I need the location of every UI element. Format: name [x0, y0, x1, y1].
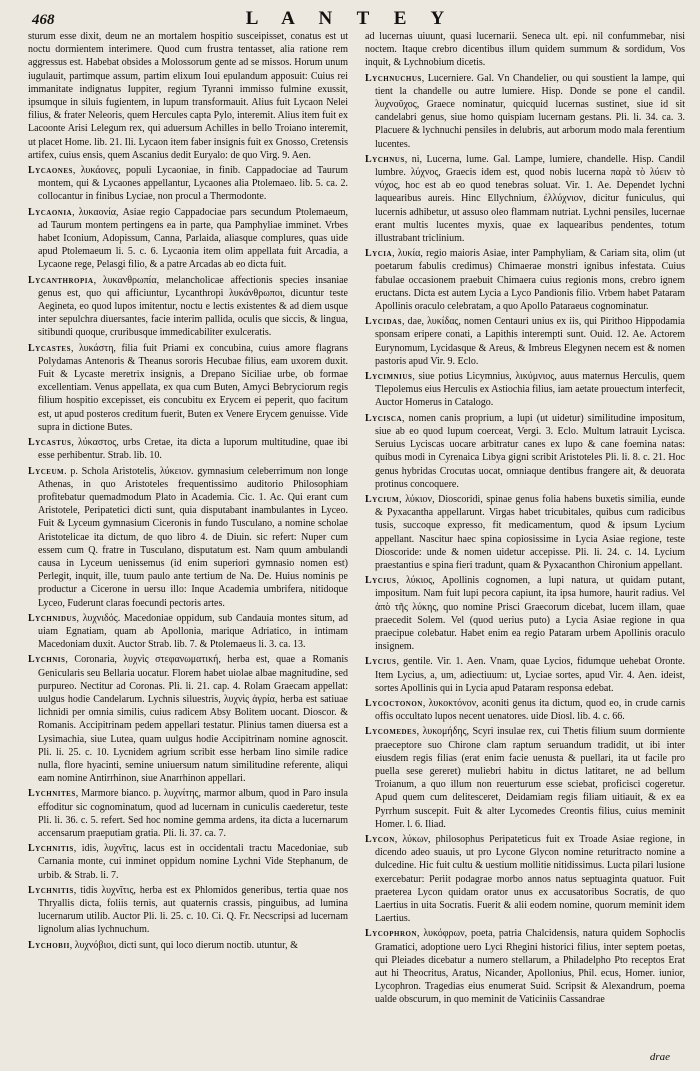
entry-headword: Lychnus [365, 153, 405, 165]
entry-text: , λυκαονία, Asiae regio Cappadociae pars secundum Ptolemaeum, ad Taurum montem pertingens ea in parte, qua Pamphyliae imminet. Vrbes habet Iconium, Adopissum, Canna, Parlaida, aliasque complures, quas uide apud Ptolemaeum li. 5. c. 6. Lycaonia item olim appellata fuit Arcadia, a Lycaone rege, Pelasgi filio, & a patre Arcadas ab eo dicta fuit. [38, 206, 348, 271]
entry-headword: Lycius [365, 656, 397, 668]
entry-text: , λυχνόβιοι, dicti sunt, qui loco dierum noctib. utuntur, & [69, 939, 298, 951]
entry-text: , λυκανθρωπία, melancholicae affectionis species insaniae genus est, quo qui afficiuntur, Lycanthropi λυκάνθρωποι, dicuntur teste Aegineta, eo quod lupos imitentur, noctu e lectis existentes & ad diem usque inter sepulchra diuersantes, facie interim pallida, oculis que siccis, & lingua, sitibundi quoque, cruribusque immedicabiliter exulceratis. [38, 274, 348, 339]
dictionary-entry [365, 370, 685, 410]
entry-text: , tidis λυχνῖτις, herba est ex Phlomidos generibus, tertia quae nos Thryallis dicta, foliis ternis, aut quaternis crassis, pinguibus, ad lumina lucernarum utilib. Auctor Pli. li. 25. c. 10. Ci. Q. Fr. Necscripsi ad lucernam lignolum alias lychnuchum. [38, 884, 348, 936]
entry-text: , λύκαστος, urbs Cretae, ita dicta a luporum multitudine, quae ibi esse perhibentur. Strab. lib. 10. [38, 437, 348, 462]
entry-headword: Lycisca [365, 412, 403, 424]
dictionary-entry [28, 342, 348, 434]
entry-headword: Lycius [365, 575, 397, 587]
entry-text: , λύκιος, Apollinis cognomen, a lupi natura, ut quidam putant, impositum. Nam fuit lupi pecora capiunt, ita ipsa humore, haurit radius. Vel ἀπὸ τῆς λύκης, quo nomine Prisci Graecorum dicebat, lucem illam, quae praecedit Solem. Vel (quod uerius puto) a Lycia Asiae regione in qua praecipue colebatur. Habet enim ea regio Pataram urbem Apollinis oraculo insignem. [375, 575, 685, 653]
entry-text: , Marmore bianco. p. λυχνίτης, marmor album, quod in Paro insula effoditur sic cognominatum, quod ad lucernam in cuniculis caederetur, teste Pli. li. 36. c. 5. refert. Sed hoc nomine gemma ardens, ita dicta a lucernarum accensarum praeputiam gratia. Pli. li. 37. ca. 7. [38, 788, 348, 839]
entry-headword: Lycia [365, 248, 393, 260]
dictionary-entry [365, 315, 685, 368]
entry-headword: Lycon [365, 833, 395, 845]
dictionary-entry [365, 30, 685, 70]
dictionary-entry [365, 725, 685, 831]
entry-headword: Lycaonia [28, 206, 73, 218]
catchword: drae [649, 1051, 670, 1063]
dictionary-entry [28, 612, 348, 652]
entry-text: , λυκομήδης, Scyri insulae rex, cui Thetis filium suum dormiente praeceptore suo Chirone clam raptum seruandum tradidit, ut ibi inter eiusdem regis filias (erat enim facie uenusta & puellari, ita ut facile pro puella sese gereret) muliebri habitu in dictus latitaret, ne ad bellum Troianum, a quo illum non reuerturum esse sciebat, proficisci cogeretur. Apud quem cum delitesceret, Deidamiam regis filiam uitiauit, & ex ea Pyrrhum suscepit. Fuit & alter Lycomedes Creontis filius, cuius meminit Homer. l. 6. Iliad. [375, 726, 685, 830]
right-column [365, 30, 685, 1060]
entry-text: , gentile. Vir. 1. Aen. Vnam, quae Lycios, fidumque uehebat Oronte. Item Lycius, a, um, adiectiuum: ut, Lyciae sortes, apud Vir. 4. Aen. ideist, sortes Apollinis qui in Lycia apud Pataram responsa edebat. [375, 656, 685, 694]
entry-headword: Lycanthropia [28, 274, 94, 286]
dictionary-entry [28, 206, 348, 272]
entry-headword: Lycoctonon [365, 697, 423, 709]
entry-headword: Lycimnius [365, 371, 413, 383]
dictionary-entry [28, 787, 348, 840]
entry-text: , Lucerniere. Gal. Vn Chandelier, ou qui soustient la lampe, qui tient la chandelle ou autre lumiere. Hisp. Donde se pone el candil. λυχνοῦχος, Graece nominatur, quicquid lucernas sustinet, siue id sit candelabri genus, siue homo quispiam lucernam gestans. Pli. li. 34. ca. 3. Placuere & lychnuchi pensiles in delubris, aut arborum modo mala ferentium lucentes. [375, 72, 685, 150]
entry-headword: Lycidas [365, 316, 403, 328]
entry-headword: Lychnidus [28, 612, 77, 624]
dictionary-entry [365, 493, 685, 572]
entry-headword: Lychnitis [28, 884, 74, 896]
entry-text: , nomen canis proprium, a lupi (ut uidetur) similitudine impositum, siue ab eo quod lupum coerceat, Vergi. 3. Eclo. Multum latrauit Lycisca. Seruius Lyciscas uocare arbitratur canes ex lupo & cane foemina natas: quibus modi in Cyrenaica Libya gigni scribit Aristoteles Pli. li. 8. c. 21. Hoc genus hybridas Crocutas uocat, omniaque dentibus frangere ait, & deuorata protinus concoquere. [375, 412, 685, 490]
entry-headword: Lycium [365, 493, 400, 505]
entry-headword: Lycomedes [365, 726, 417, 738]
entry-headword: Lycastus [28, 437, 72, 449]
entry-headword: Lyceum [28, 465, 65, 477]
dictionary-entry [365, 412, 685, 491]
dictionary-entry [28, 465, 348, 610]
dictionary-entry [365, 153, 685, 245]
dictionary-entry [365, 697, 685, 723]
entry-headword: Lychnitis [28, 843, 74, 855]
entry-headword: Lychobii [28, 939, 70, 951]
entry-text: ad lucernas uiuunt, quasi lucernarii. Seneca ult. epi. nil confummebar, nisi noctem. Itaque crebro dicentibus illum quidem summum & sordidum, Vos inquit, & Lychnobium dicetis. [365, 31, 685, 69]
dictionary-entry [365, 247, 685, 313]
dictionary-entry [28, 884, 348, 937]
entry-text: , Coronaria, λυχνὶς στεφανωματική, herba est, quae a Romanis Genicularis seu Bellaria uocatur. Florem habet uiolae albae magnitudine, sed purpureo. Nectitur ad Coronas. Pli. li. 21. cap. 4. Rolam Graecam appellat: uulgus hodie Candelarum. Lychnis siluestris, λυχνὶς ἀγρία, herba est satiuae lichnidi per omnia similis, cuius radicem Absy Bolitem uocant. Dioscor. & Romanis. Accipitrinam pedem appellari testatur. Plinius tamen diuersa est a Lysimachia, siue Lutea, quam uulgus hodie Accipitrinam nomine agnoscit. Pli. li. 25. c. 10. Lycnidem agrium scribit esse herbam lino simile radice nulla, flore hyacinti, semine uniuersum natum similitudine referente, aliqui eam nomine Antirrhinon, siue Anarrhinon appellari. [38, 654, 348, 785]
entry-headword: Lycophron [365, 928, 418, 940]
entry-text: , λυκόφρων, poeta, patria Chalcidensis, natura quidem Sophoclis Gramatici, adoptione uero Lyci Rhegini historici filius, inter septem poetas, qui Pleiades dicebatur a numero stellarum, a Philadelpho Pto receptos Erat aut hi Theocritus, Aratus, Nicander, Apollonius, Phil. ecus, Homer. iunior, Lycophron. Tragedias eius enumerat Suid. Scripsit & Alexandrum, poema ualde obscurum, in quo meminit de Vaticiniis Cassandrae [375, 928, 685, 1006]
dictionary-entry [28, 274, 348, 340]
dictionary-entry [365, 927, 685, 1006]
dictionary-entry [28, 30, 348, 162]
dictionary-entry [365, 833, 685, 925]
left-column [28, 30, 348, 1060]
entry-text: , λυκάονες, populi Lycaoniae, in finib. Cappadociae ad Taurum montem, qui & Lycaones appellantur, Lycaones alia Ptolemaeo. lib. 5. ca. 2. collocantur in finibus Lyciae, non procul a Thermodonte. [38, 165, 348, 203]
entry-text: , λύκιον, Dioscoridi, spinae genus folia habens buxetis similia, eunde & Pyxacantha appellarunt. Virgas habet tricubitales, quibus cum radicibus tusis, succoque expresso, fit medicamentum, quod & ipsum Lycium appellant. Nascitur haec spina copiosissime in Lycia Asiae regione, teste Dioscoride: unde & nomen uidetur accepisse. Pli. li. 24. c. 14. Lycium praestantius e spina fieri tradunt, quam & Pyxacanthon Chironium appellant. [375, 493, 685, 571]
dictionary-entry [28, 842, 348, 882]
page-number: 468 [32, 12, 55, 28]
dictionary-entry [28, 653, 348, 785]
dictionary-entry [365, 72, 685, 151]
entry-text: , λυκάστη, filia fuit Priami ex concubina, cuius amore flagrans Polydamas Antenoris & Theanus sororis Hecubae filius, eam uxorem duxit. Fuit & Lycaste meretrix insignis, a Drepano Siciliae urbe, ob formae excellentiam. Venus appellata, ex qua cum Buten, Amyci Bebryciorum regis filium hospitio excepisset, eis concubitu ex Erycem ei peperit, quo facitum est, ut apud posteros creditum fuerit, Buten ex Venere Erycem genuisse. Vide supra in dictione Butes. [38, 342, 348, 433]
entry-text: , λυχνιδός. Macedoniae oppidum, sub Candauia montes situm, ad uiam Egnatiam, quam ab Apollonia, marique Adriatico, in intimam Macedoniam duxit. Auctor Strab. lib. 7. & Ptolemaeus li. 3. ca. 13. [38, 612, 348, 651]
dictionary-entry [365, 655, 685, 695]
running-head: L A N T E Y [245, 8, 455, 29]
entry-headword: Lychnites [28, 788, 76, 800]
entry-text: , idis, λυχνῖτις, lacus est in occidentali tractu Macedoniae, sub Carnania monte, cui inminet oppidum nomine Lychni Vide Stephanum, de urbib. & Strab. li. 7. [38, 843, 348, 881]
entry-text: , siue potius Licymnius, λικύμνιος, auus maternus Herculis, quem Tlepolemus eius Herculis ex Astiochia filius, iam aetate prouectum interfecit, Auctor Homerus in Catalogo. [375, 371, 685, 409]
entry-headword: Lychnuchus [365, 72, 422, 84]
entry-text: , λυκοκτόνον, aconiti genus ita dictum, quod eo, in crude carnis offis occultato lupos necent uenatores. uide Diosl. lib. 4. c. 66. [375, 697, 685, 723]
entry-text: , ni, Lucerna, lume. Gal. Lampe, lumiere, chandelle. Hisp. Candil lumbre. λύχνος, Graecis idem est, quod nobis lucerna παρὰ τὸ λύειν τὸ νύχος, hoc est ab eo quod tenebras soluat. Vir. 1. Ae. Dependet lychni laquearibus aureis. Hinc Ellychnium, ἐλλύχνιον, dicitur funiculus, qui lucernis adhibetur, ut assuso oleo flammam nutriat. Lychni pensiles, lucernae erant multis lucentes myxis, quae ex laquearibus pendentes, totum illustrabant triclinium. [375, 153, 685, 245]
dictionary-entry [28, 164, 348, 204]
entry-headword: Lychnis [28, 654, 66, 666]
dictionary-entry [28, 939, 348, 952]
entry-text: sturum esse dixit, deum ne an mortalem hospitio susceipisset, conatus est ut noctu dormientem interimere. Quod cum frustra tentasset, alia ratione rem aggressus est. Habebat obsides a Molossorum gente ad se missos. Horum unum iugulauit, partimque assum, partim elixum Ioui epulandum apposuit: Cuius rei immanitate indignatus Iuppiter, regium Tyranni immisso fulmine exussit, ipsumque in siluis fugientem, in lupum transformauit. Alius fuit Lycaon Nelei filius, & frater Neleoris, quem Hercules capta Pylo, interemit. Alius item fuit ex Lacoonte Arisi Lelegum rex, qui aduersum Achilles in bello Troiano interemit, ut placet Home. lib. 21. Ili. Lycaon item faber insignis fuit ex Gnosso, Cretensis artifex, cuius ensis, quem Ascanius dedit Euryalo: de quo Virg. 9. Aen. [28, 31, 348, 161]
entry-text: . p. Schola Aristotelis, λύκειον. gymnasium celeberrimum non longe Athenas, in quo Aristoteles frequentissimo auditorio Philosophiam profitebatur quemadmodum Plato in Academia. Cic. 1. Ac. Qui erant cum Aristotele, Peripatetici dicti sunt, quia disputabant inambulantes in Lyceo. Fuit & Lyceum gymnasium Ciceronis in fundo Tusculano, a nomine scholae Aristotelicae ita dictum, de quo libro 4. de Diuin. sic refert: Nuper cum essem cum Q. fratre in Tusculano, disputatum est. Nam quum ambulandi causa in Lyceum uenissemus (id enim superiori gymnasio nomen est) Perlegit, inquit, ille, tuum paulo ante tertium de Na. De. Huius nominis pe productur a Cicerone in uersu illo: Inque Academia umbrifera, nitidoque Lyceo, Fuderunt claras foecundi pectoris artes. [38, 465, 348, 609]
entry-text: , λυκία, regio maioris Asiae, inter Pamphyliam, & Cariam sita, olim (ut poetarum fabulis credimus) Chimaerae monstri ignibus infestata. Cuius fabulae occasionem praebuit Chimaera cuius regionis mons, crebro ignem eructans. Dicta est autem Lycia a Lyco Pandionis filio. Vrbem habet Pataram Apollinis oraculo celebratam, a quo Apollo Pataraeus cognominatur. [375, 248, 685, 313]
dictionary-entry [28, 436, 348, 462]
entry-headword: Lycastes [28, 342, 71, 354]
entry-text: , λύκων, philosophus Peripateticus fuit ex Troade Asiae regione, in dicendo adeo suauis, ut pro Lycone Glycon nomine returitracto nomine a dulcedine. Hic fuit cultu & uestium mollitie nitidissimus. Lucta pilari lusione exercebatur: Periit podagrae morbo annos natus septuaginta quatuor. Fuit praeterea Lycon quidam orator unus ex accusatoribus Socratis, de quo Laertius in uita Socratis. Fuerit & alii eodem nomine, quorum meminit idem Laertius. [375, 833, 685, 925]
dictionary-entry [365, 574, 685, 653]
entry-headword: Lycaones [28, 165, 73, 177]
entry-text: , dae, λυκίδας, nomen Centauri unius ex iis, qui Pirithoo Hippodamia sponsam eripere conati, a Lapithis interempti sunt. Ouid. 12. Ae. Actorem Eurynomum, Lycidasque & Areus, & Imbreus Elegynen necem est & nomen pastoris apud Vir. 9. Eclo. [375, 316, 685, 367]
